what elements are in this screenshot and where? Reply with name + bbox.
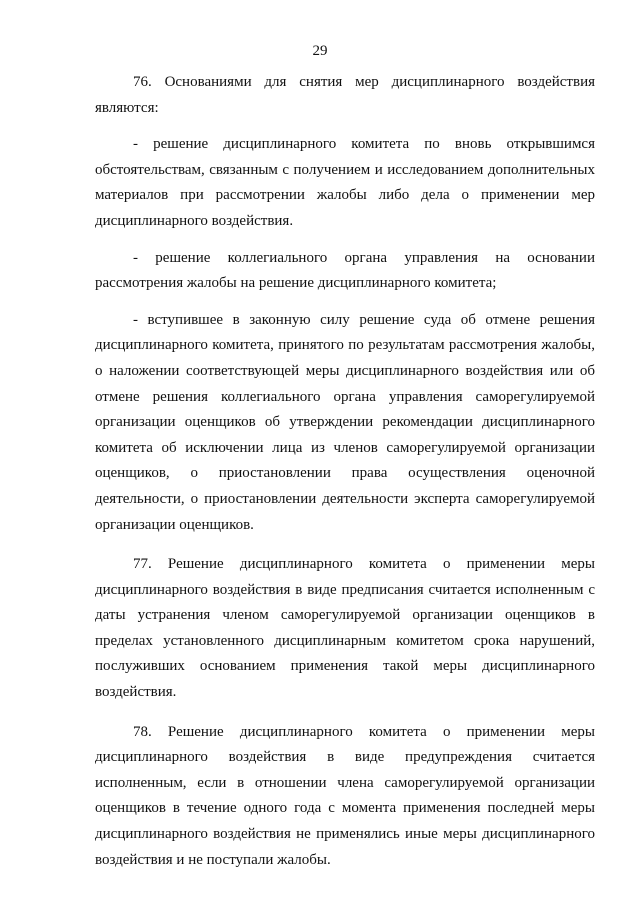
list-item-court-decision: - вступившее в законную силу решение суда об отмене решения дисциплинарного комитета, принятого по результатам рассмотрения жалобы, о наложении соответствующей меры дисциплинарного воздействия или об отмене решения коллегиального органа управления саморегулируемой организации оценщиков об утверждении рекомендации дисциплинарного комитета об исключении лица из членов саморегулируемой организации оценщиков, о приостановлении права осуществления оценочной деятельности, о приостановлении деятельности эксперта саморегулируемой организации оценщиков. (95, 311, 595, 533)
paragraph-76: 76. Основаниями для снятия мер дисциплинарного воздействия являются: (95, 74, 595, 116)
paragraph-78: 78. Решение дисциплинарного комитета о применении меры дисциплинарного воздействия в виде предупреждения считается исполненным, если в отношении члена саморегулируемой организации оценщиков в течение одного года с момента применения последней меры дисциплинарного воздействия не применялись иные меры дисциплинарного воздействия и не поступали жалобы. (95, 723, 595, 868)
list-item-new-circumstances: - решение дисциплинарного комитета по вновь открывшимся обстоятельствам, связанным с получением и исследованием дополнительных материалов при рассмотрении жалобы либо дела о применении мер дисциплинарного воздействия. (95, 136, 595, 229)
page-number: 29 (312, 43, 328, 59)
list-item-collegial-body-decision: - решение коллегиального органа управления на основании рассмотрения жалобы на решение дисциплинарного комитета; (95, 249, 595, 292)
document-body (95, 70, 595, 884)
paragraph-77: 77. Решение дисциплинарного комитета о применении меры дисциплинарного воздействия в виде предписания считается исполненным с даты устранения членом саморегулируемой организации оценщиков в пределах установленного дисциплинарным комитетом срока нарушений, послуживших основанием применения такой меры дисциплинарного воздействия. (95, 556, 595, 701)
